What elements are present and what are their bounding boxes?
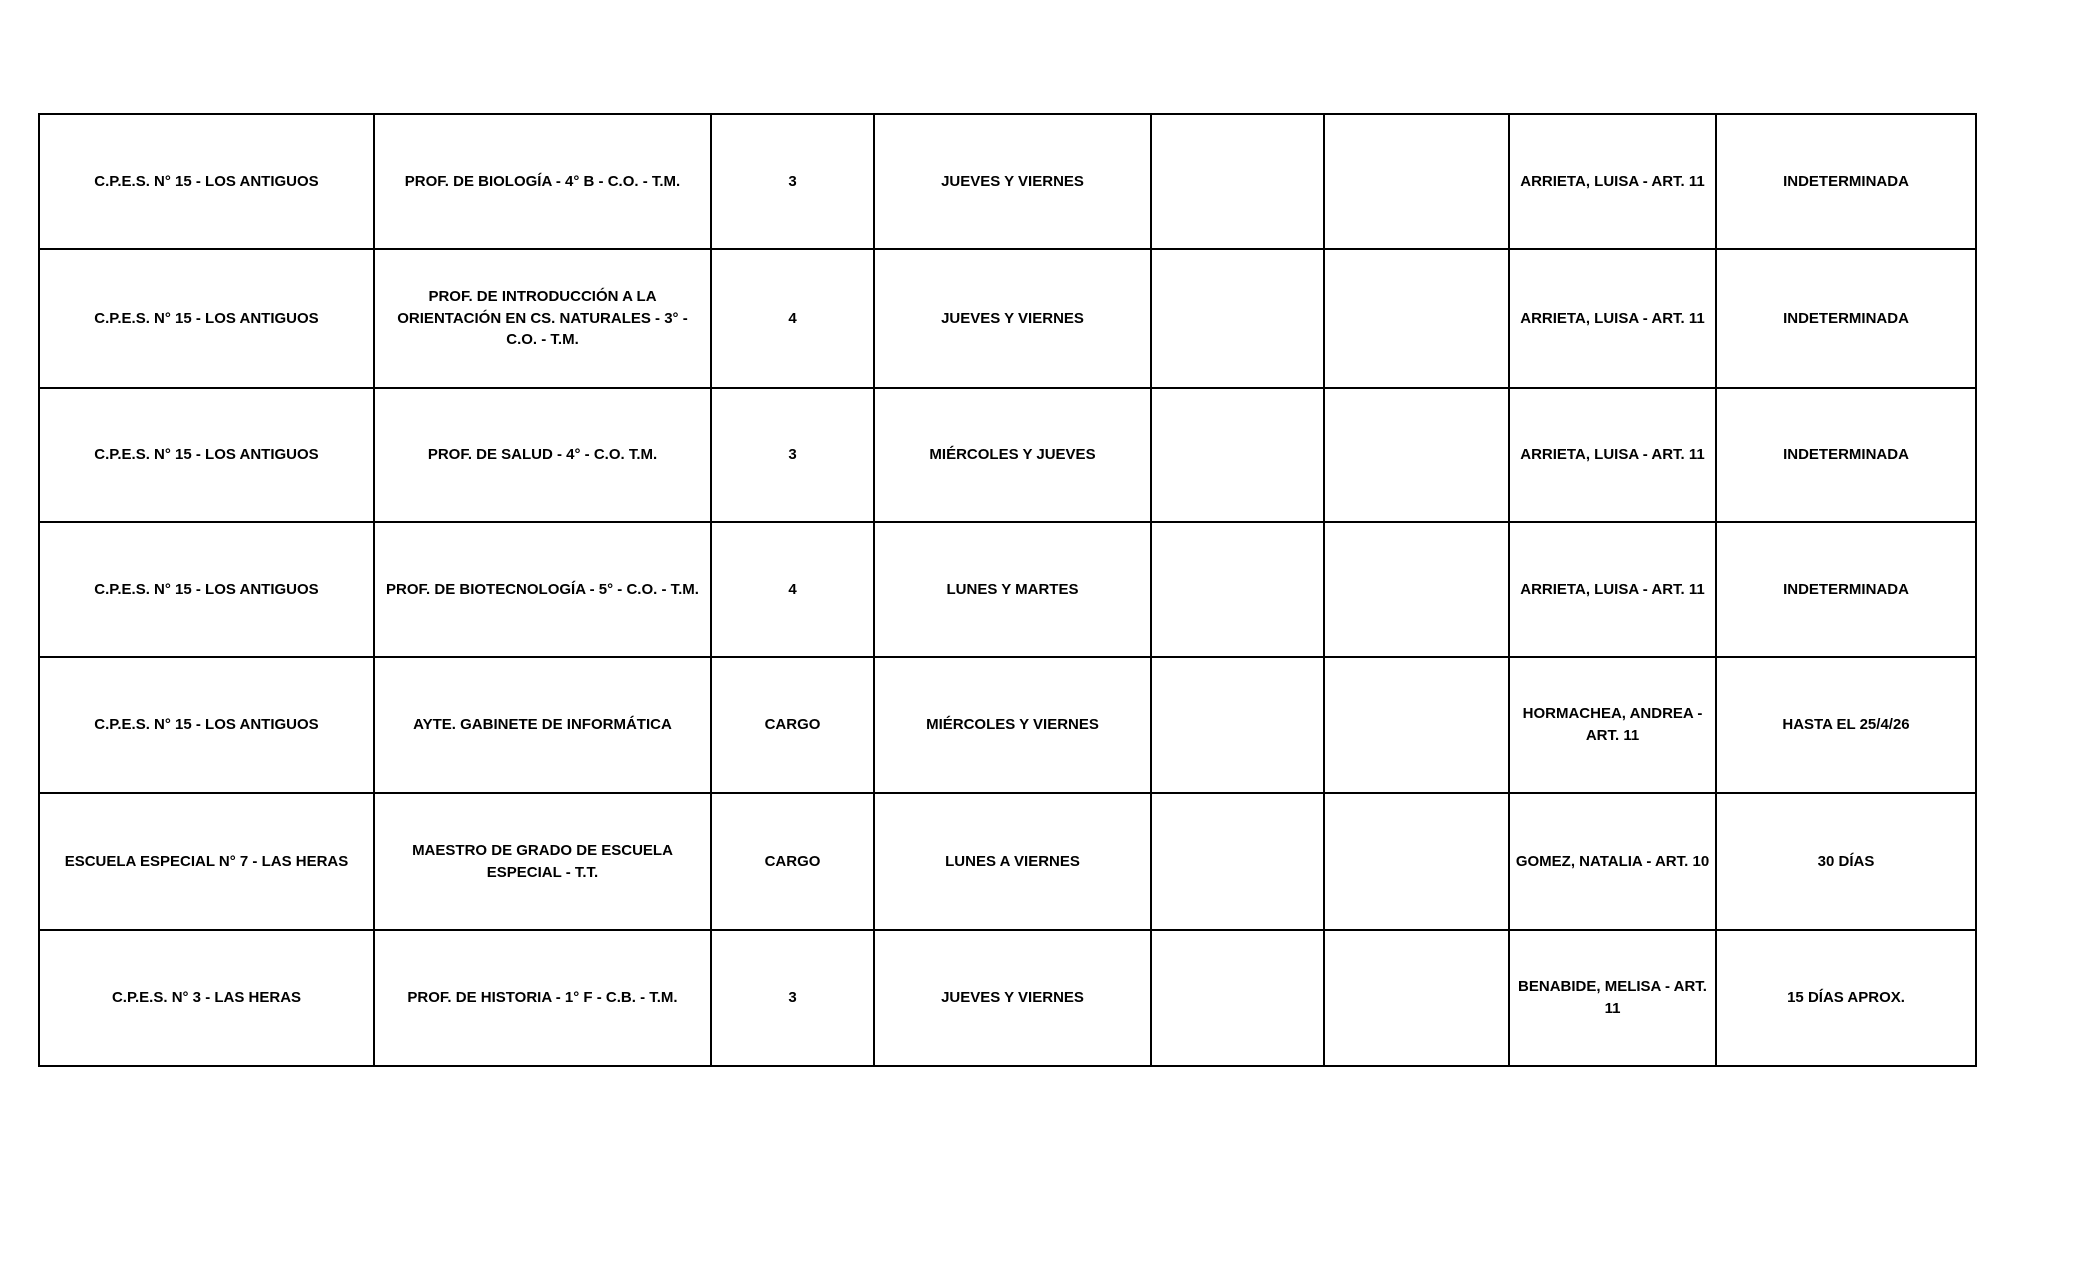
cell-duration: INDETERMINADA [1716,522,1976,657]
cell-hours: 4 [711,522,874,657]
cell-hours: CARGO [711,793,874,930]
cell-empty [1324,388,1509,522]
cell-hours: CARGO [711,657,874,793]
cell-empty [1151,930,1324,1066]
cell-empty [1324,930,1509,1066]
cell-school: C.P.E.S. N° 15 - LOS ANTIGUOS [39,249,374,388]
cell-empty [1151,249,1324,388]
cell-person: HORMACHEA, ANDREA - ART. 11 [1509,657,1716,793]
cell-person: BENABIDE, MELISA - ART. 11 [1509,930,1716,1066]
cell-school: ESCUELA ESPECIAL N° 7 - LAS HERAS [39,793,374,930]
cell-empty [1324,657,1509,793]
cell-position: PROF. DE BIOTECNOLOGÍA - 5° - C.O. - T.M. [374,522,711,657]
cell-empty [1151,114,1324,249]
cell-hours: 3 [711,114,874,249]
cell-days: LUNES Y MARTES [874,522,1151,657]
cell-empty [1151,793,1324,930]
cell-person: ARRIETA, LUISA - ART. 11 [1509,249,1716,388]
cell-person: ARRIETA, LUISA - ART. 11 [1509,388,1716,522]
cell-person: GOMEZ, NATALIA - ART. 10 [1509,793,1716,930]
cell-duration: INDETERMINADA [1716,114,1976,249]
table-row [39,249,1976,388]
cell-duration: 15 DÍAS APROX. [1716,930,1976,1066]
table-row [39,657,1976,793]
table-row [39,388,1976,522]
cell-position: PROF. DE HISTORIA - 1° F - C.B. - T.M. [374,930,711,1066]
cell-position: AYTE. GABINETE DE INFORMÁTICA [374,657,711,793]
cell-duration: HASTA EL 25/4/26 [1716,657,1976,793]
cell-days: MIÉRCOLES Y JUEVES [874,388,1151,522]
cell-empty [1324,522,1509,657]
table-row [39,522,1976,657]
cell-empty [1151,388,1324,522]
cell-duration: INDETERMINADA [1716,249,1976,388]
cell-hours: 3 [711,388,874,522]
cell-duration: INDETERMINADA [1716,388,1976,522]
cell-position: PROF. DE INTRODUCCIÓN A LA ORIENTACIÓN EN CS. NATURALES - 3° - C.O. - T.M. [374,249,711,388]
table-row [39,930,1976,1066]
table-row [39,114,1976,249]
table-row [39,793,1976,930]
assignments-table [38,113,1977,1067]
cell-empty [1324,114,1509,249]
cell-days: JUEVES Y VIERNES [874,930,1151,1066]
cell-school: C.P.E.S. N° 15 - LOS ANTIGUOS [39,388,374,522]
cell-days: MIÉRCOLES Y VIERNES [874,657,1151,793]
cell-person: ARRIETA, LUISA - ART. 11 [1509,114,1716,249]
cell-duration: 30 DÍAS [1716,793,1976,930]
cell-empty [1151,657,1324,793]
cell-hours: 3 [711,930,874,1066]
cell-school: C.P.E.S. N° 3 - LAS HERAS [39,930,374,1066]
cell-school: C.P.E.S. N° 15 - LOS ANTIGUOS [39,114,374,249]
cell-position: PROF. DE BIOLOGÍA - 4° B - C.O. - T.M. [374,114,711,249]
cell-position: MAESTRO DE GRADO DE ESCUELA ESPECIAL - T.T. [374,793,711,930]
cell-empty [1324,249,1509,388]
cell-days: JUEVES Y VIERNES [874,114,1151,249]
cell-empty [1324,793,1509,930]
cell-days: JUEVES Y VIERNES [874,249,1151,388]
cell-person: ARRIETA, LUISA - ART. 11 [1509,522,1716,657]
cell-hours: 4 [711,249,874,388]
cell-school: C.P.E.S. N° 15 - LOS ANTIGUOS [39,657,374,793]
cell-days: LUNES A VIERNES [874,793,1151,930]
cell-position: PROF. DE SALUD - 4° - C.O. T.M. [374,388,711,522]
cell-empty [1151,522,1324,657]
cell-school: C.P.E.S. N° 15 - LOS ANTIGUOS [39,522,374,657]
